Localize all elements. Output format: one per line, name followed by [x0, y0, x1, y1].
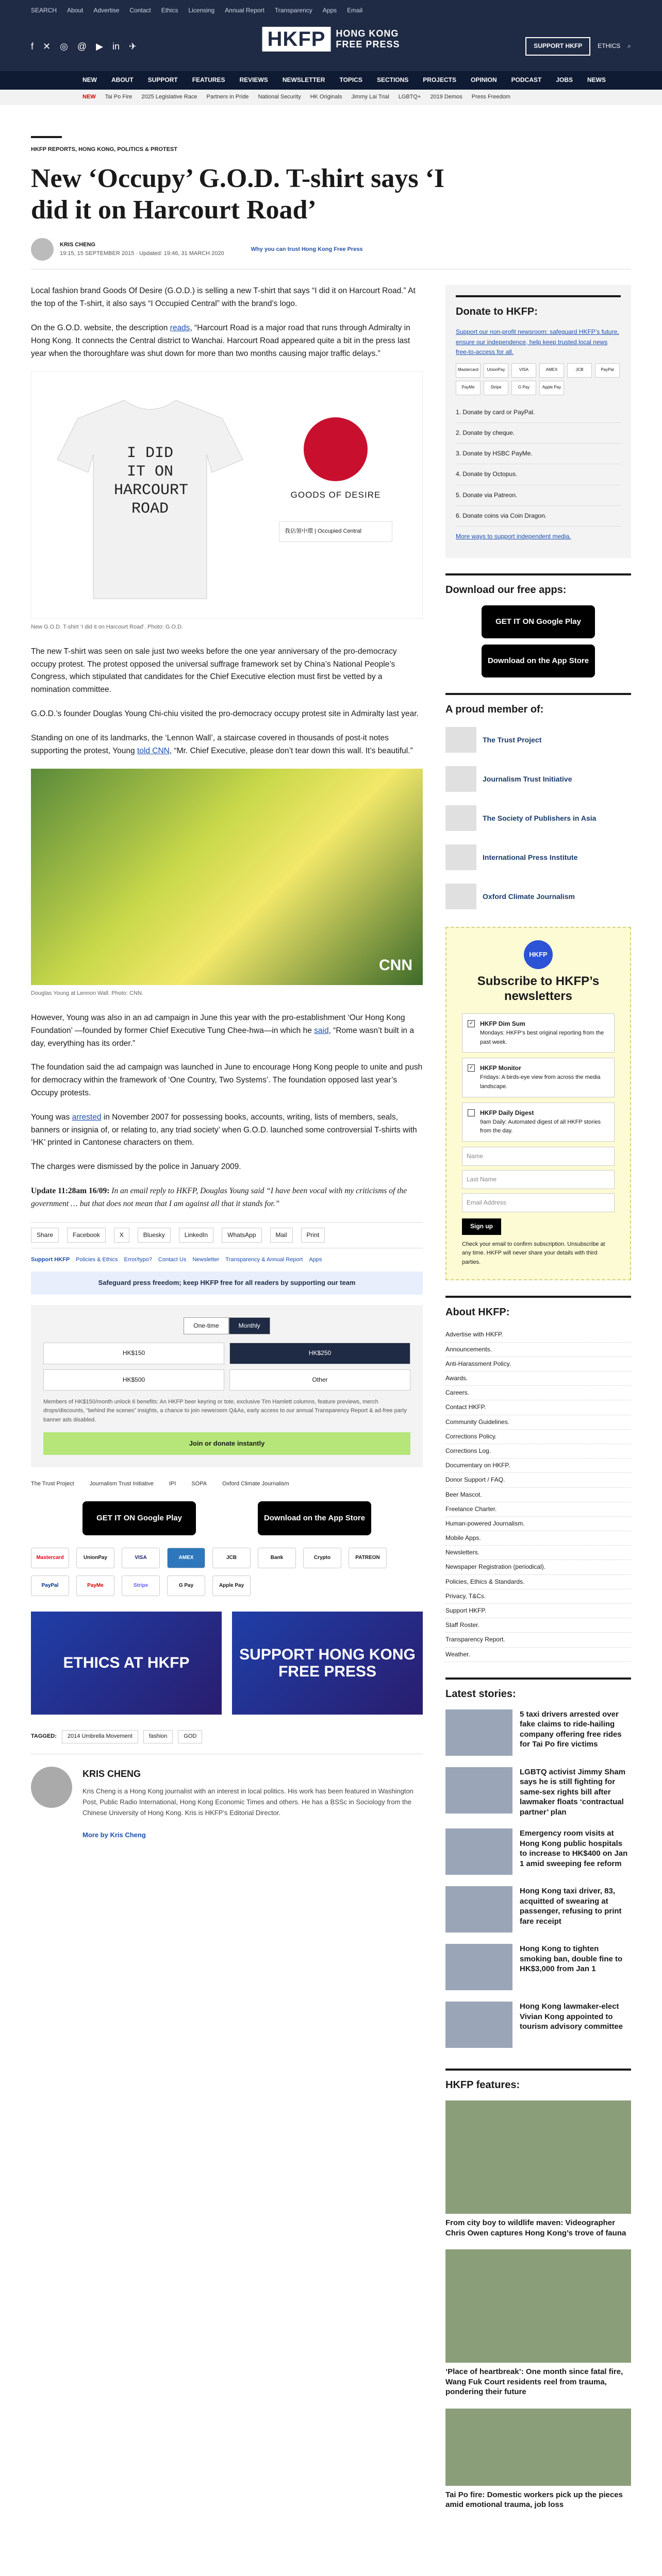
donate-method[interactable]: 5. Donate via Patreon.	[456, 485, 621, 506]
amount-options	[43, 1343, 410, 1390]
nav-topics[interactable]: TOPICS	[339, 76, 362, 84]
promo-banners	[31, 1612, 423, 1715]
author-name[interactable]: KRIS CHENG	[60, 241, 96, 248]
trending-bar	[0, 90, 662, 105]
logo-line-2: FREE PRESS	[336, 39, 400, 49]
app-store-button[interactable]: Download on the App Store	[258, 1501, 371, 1535]
about-link[interactable]: Corrections Log.	[445, 1444, 631, 1459]
badge-trust-project[interactable]: The Trust Project	[31, 1481, 74, 1487]
story-item[interactable]: Hong Kong lawmaker-elect Vivian Kong appointed to tourism advisory committee	[445, 2002, 631, 2048]
feature-item[interactable]: From city boy to wildlife maven: Videographer Chris Owen captures Hong Kong’s trove of fauna	[445, 2100, 631, 2238]
topbar-about[interactable]: About	[67, 7, 84, 14]
about-link[interactable]: Weather.	[445, 1648, 631, 1662]
email-field[interactable]: Email Address	[462, 1193, 615, 1212]
figure-tshirt	[31, 371, 423, 632]
trending-link[interactable]: Jimmy Lai Trial	[351, 94, 389, 100]
about-link[interactable]: Corrections Policy.	[445, 1430, 631, 1444]
trending-link[interactable]: National Security	[258, 94, 301, 100]
nav-new[interactable]: NEW	[82, 76, 97, 84]
patreon-icon[interactable]: PATREON	[349, 1548, 387, 1568]
payment-icons	[31, 1548, 423, 1596]
feature-image	[445, 2409, 631, 2486]
bank-icon[interactable]: Bank	[258, 1548, 296, 1568]
gpay-icon[interactable]: G Pay	[167, 1575, 205, 1596]
paragraph: Young was arrested in November 2007 for possessing books, accounts, writing, lists of members, seals, banners or insignia of, or relating to, any triad society’ when G.O.D. launched some controversial T-shirts with ‘HK’ printed in Cantonese characters on them.	[31, 1112, 417, 1147]
sidebar-heading: Latest stories:	[445, 1677, 631, 1702]
frequency-toggle	[43, 1317, 410, 1334]
paypal-icon[interactable]: PayPal	[31, 1575, 69, 1596]
tshirt-image	[31, 371, 423, 619]
member-item[interactable]: Journalism Trust Initiative	[445, 764, 631, 794]
author-box	[31, 1754, 423, 1852]
one-time-tab[interactable]: One-time	[184, 1317, 228, 1334]
donate-sidebox	[445, 285, 631, 558]
share-x[interactable]: X	[114, 1228, 129, 1243]
paragraph: The foundation said the ad campaign was launched in June to encourage Hong Kong people to unite and push for democracy within the framework of ‘One Country, Two Systems’. The foundation opposed last year’s Occupy protests.	[31, 1063, 423, 1098]
footer-link[interactable]: Policies & Ethics	[76, 1256, 118, 1263]
article-kicker[interactable]: HKFP REPORTS, HONG KONG, POLITICS & PROTEST	[31, 136, 62, 155]
about-link[interactable]: Freelance Charter.	[445, 1502, 631, 1517]
donate-text[interactable]: Support our non-profit newsroom: safeguard HKFP’s future, ensure our independence, help keep trusted local news free-to-access for all.	[456, 328, 619, 355]
newsletter-option[interactable]: ✓ HKFP Monitor Fridays: A birds-eye view from across the media landscape.	[462, 1058, 615, 1097]
mastercard-icon[interactable]: Mastercard	[31, 1548, 69, 1568]
newsletter-signup	[445, 927, 631, 1280]
header-ethics-link[interactable]: ETHICS	[598, 42, 621, 50]
membership-note: Members of HK$150/month unlock 6 benefits: An HKFP beer keyring or tote, exclusive Tim Hamlett columns, feature previews, merch drops/discounts, “behind the scenes” insights, a chance to join newsroom Q&As, early access to our annual Transparency Report & ad-free party banner ads disabled.	[43, 1398, 407, 1423]
amex-icon[interactable]: AMEX	[167, 1548, 205, 1568]
oxford-logo	[445, 884, 476, 909]
figure-caption: Douglas Young at Lennon Wall. Photo: CNN.	[31, 990, 143, 997]
paragraph: On the G.O.D. website, the description reads, “Harcourt Road is a major road that runs through Admiralty in Hong Kong. It connects the Central district to Wanchai. Harcourt Road appeared quite a bit in the press last year when the thoroughfare was shut down for more than two months causing major traffic delays.”	[31, 323, 410, 358]
about-link[interactable]: Privacy, T&Cs.	[445, 1589, 631, 1604]
about-link[interactable]: Donor Support / FAQ.	[445, 1473, 631, 1487]
trending-label: NEW	[82, 94, 96, 100]
about-link[interactable]: Transparency Report.	[445, 1633, 631, 1647]
unionpay-icon[interactable]: UnionPay	[484, 363, 508, 378]
newsletter-option[interactable]: HKFP Daily Digest 9am Daily: Automated digest of all HKFP stories from the day.	[462, 1103, 615, 1142]
paypal-icon[interactable]: PayPal	[595, 363, 620, 378]
story-thumbnail	[445, 1886, 512, 1933]
about-link[interactable]: Careers.	[445, 1386, 631, 1400]
story-thumbnail	[445, 1828, 512, 1875]
shirt-print-text: I DID IT ON HARCOURT ROAD	[114, 445, 189, 518]
trust-project-logo	[445, 727, 476, 753]
trending-link[interactable]: Partners in Pride	[206, 94, 249, 100]
share-bluesky[interactable]: Bluesky	[138, 1228, 171, 1243]
gpay-icon[interactable]: G Pay	[511, 381, 536, 395]
member-item[interactable]: The Society of Publishers in Asia	[445, 803, 631, 833]
tag-link[interactable]: GOD	[178, 1730, 202, 1743]
visa-icon[interactable]: VISA	[122, 1548, 160, 1568]
topbar-email[interactable]: Email	[347, 7, 363, 14]
about-link[interactable]: Beer Mascot.	[445, 1488, 631, 1502]
tag-link[interactable]: fashion	[143, 1730, 173, 1743]
byline	[31, 238, 631, 269]
member-item[interactable]: The Trust Project	[445, 725, 631, 755]
about-link[interactable]: Mobile Apps.	[445, 1531, 631, 1546]
story-thumbnail	[445, 1944, 512, 1990]
visa-icon[interactable]: VISA	[511, 363, 536, 378]
telegram-icon[interactable]: ✈	[128, 41, 137, 52]
trending-link[interactable]: 2025 Legislative Race	[141, 94, 197, 100]
topbar-contact[interactable]: Contact	[129, 7, 151, 14]
feature-item[interactable]: Tai Po fire: Domestic workers pick up the pieces amid emotional trauma, job loss	[445, 2409, 631, 2510]
newsletter-option[interactable]: ✓ HKFP Dim Sum Mondays: HKFP’s best original reporting from the past week.	[462, 1013, 615, 1053]
footer-link[interactable]: Support HKFP	[31, 1256, 70, 1263]
latest-stories	[445, 1709, 631, 2048]
inline-link[interactable]: reads	[170, 323, 190, 332]
newsletter-disclaimer: Check your email to confirm subscription. Unsubscribe at any time. HKFP will never share your details with third parties.	[462, 1241, 605, 1265]
inline-link[interactable]: arrested	[72, 1112, 102, 1122]
member-badges	[31, 1480, 423, 1489]
about-link[interactable]: Policies, Ethics & Standards.	[445, 1575, 631, 1589]
donate-method[interactable]: 3. Donate by HSBC PayMe.	[456, 444, 621, 464]
about-link[interactable]: Community Guidelines.	[445, 1415, 631, 1430]
author-box-name[interactable]: KRIS CHENG	[82, 1768, 141, 1779]
figure-caption: New G.O.D. T-shirt ‘I did it on Harcourt Road’. Photo: G.O.D.	[31, 624, 184, 631]
article-title: New ‘Occupy’ G.O.D. T-shirt says ‘I did it on Harcourt Road’	[31, 163, 445, 225]
nav-features[interactable]: FEATURES	[192, 76, 225, 84]
signup-button[interactable]: Sign up	[462, 1218, 501, 1234]
newsletter-title: Subscribe to HKFP’s newsletters	[477, 974, 600, 1003]
share-print[interactable]: Print	[301, 1228, 325, 1243]
update-note: Update 11:28am 16/09: In an email reply to HKFP, Douglas Young said “I have been vocal with my criticisms of the government … but that does not mean that I am against all that it stands for.”	[31, 1187, 407, 1208]
instagram-icon[interactable]: ◎	[60, 41, 68, 52]
ipi-logo	[445, 844, 476, 870]
ethics-banner[interactable]: ETHICS AT HKFP	[31, 1612, 222, 1715]
about-link[interactable]: Staff Roster.	[445, 1618, 631, 1633]
last-name-field[interactable]: Last Name	[462, 1170, 615, 1189]
badge-oxford[interactable]: Oxford Climate Journalism	[222, 1481, 289, 1487]
brand-name: GOODS OF DESIRE	[290, 490, 381, 500]
mastercard-icon[interactable]: Mastercard	[456, 363, 481, 378]
monthly-tab[interactable]: Monthly	[229, 1317, 270, 1334]
about-link[interactable]: Support HKFP.	[445, 1604, 631, 1618]
article-body	[31, 285, 423, 1852]
checkbox[interactable]: ✓	[468, 1020, 475, 1027]
lennon-wall-image	[31, 769, 423, 985]
story-item[interactable]: Emergency room visits at Hong Kong public hospitals to increase to HK$400 on Jan 1 amid sweeping fee reform	[445, 1828, 631, 1875]
story-item[interactable]: 5 taxi drivers arrested over fake claims to ride-hailing company offering free rides for Tai Po fire victims	[445, 1709, 631, 1756]
main-content	[31, 105, 631, 2510]
topbar-transparency[interactable]: Transparency	[274, 7, 312, 14]
amount-option[interactable]: Other	[229, 1369, 410, 1391]
paragraph: Local fashion brand Goods Of Desire (G.O.D.) is selling a new T-shirt that says “I did it on Harcourt Road.” At the top of the T-shirt, it also says “I Occupied Central” with the brand’s logo.	[31, 286, 416, 309]
about-link[interactable]: Contact HKFP.	[445, 1400, 631, 1415]
avatar	[31, 1767, 72, 1808]
nav-projects[interactable]: PROJECTS	[423, 76, 456, 84]
donate-methods	[456, 402, 621, 527]
search-icon[interactable]: ⌕	[627, 42, 631, 50]
sopa-logo	[445, 805, 476, 831]
article-footer-links	[31, 1256, 423, 1265]
inline-link[interactable]: said	[314, 1026, 329, 1035]
footer-link[interactable]: Apps	[309, 1256, 322, 1263]
member-item[interactable]: Oxford Climate Journalism	[445, 882, 631, 911]
avatar	[31, 238, 54, 261]
trust-link[interactable]: Why you can trust Hong Kong Free Press	[251, 246, 363, 252]
topbar-licensing[interactable]: Licensing	[188, 7, 215, 14]
tag-link[interactable]: 2014 Umbrella Movement	[62, 1730, 138, 1743]
nav-support[interactable]: SUPPORT	[147, 76, 178, 84]
footer-link[interactable]: Contact Us	[158, 1256, 187, 1263]
payme-icon[interactable]: PayMe	[76, 1575, 114, 1596]
topbar-advertise[interactable]: Advertise	[93, 7, 120, 14]
stripe-icon[interactable]: Stripe	[122, 1575, 160, 1596]
share-mail[interactable]: Mail	[270, 1228, 293, 1243]
sidebar-heading: Download our free apps:	[445, 573, 631, 598]
topbar-annual-report[interactable]: Annual Report	[225, 7, 264, 14]
about-link[interactable]: Advertise with HKFP.	[445, 1328, 631, 1342]
main-nav	[0, 71, 662, 90]
topbar-search[interactable]: SEARCH	[31, 7, 57, 14]
story-thumbnail	[445, 1709, 512, 1756]
trending-link[interactable]: Tai Po Fire	[105, 94, 133, 100]
sidebar-app-buttons	[445, 605, 631, 677]
cnn-watermark: CNN	[379, 957, 412, 974]
member-item[interactable]: International Press Institute	[445, 842, 631, 872]
more-ways-link[interactable]: More ways to support independent media.	[456, 533, 571, 540]
footer-link[interactable]: Newsletter	[192, 1256, 220, 1263]
feature-image	[445, 2100, 631, 2214]
inline-link[interactable]: told CNN	[137, 746, 170, 755]
checkbox[interactable]: ✓	[468, 1064, 475, 1072]
about-link[interactable]: Awards.	[445, 1371, 631, 1386]
author-bio: Kris Cheng is a Hong Kong journalist with an interest in local politics. His work has been featured in Washington Post, Public Radio International, Hong Kong Economic Times and others. He has a BSSc in Sociology from the Chinese University of Hong Kong. Kris is HKFP’s Editorial Director.	[82, 1787, 413, 1817]
tags-label: TAGGED:	[31, 1733, 57, 1739]
jti-logo	[445, 766, 476, 792]
sidebar	[445, 285, 631, 2510]
feature-stories	[445, 2100, 631, 2510]
about-link[interactable]: Newspaper Registration (periodical).	[445, 1560, 631, 1574]
amount-option[interactable]: HK$250	[229, 1343, 410, 1364]
facebook-icon[interactable]: f	[31, 41, 34, 52]
footer-link[interactable]: Error/typo?	[124, 1256, 152, 1263]
support-hkfp-button[interactable]: SUPPORT HKFP	[525, 37, 590, 55]
share-facebook[interactable]: Facebook	[67, 1228, 106, 1243]
amount-option[interactable]: HK$500	[43, 1369, 224, 1391]
more-by-author-link[interactable]: More by Kris Cheng	[82, 1831, 146, 1839]
site-logo[interactable]	[262, 27, 400, 52]
article-tags	[31, 1730, 423, 1743]
paragraph: The charges were dismissed by the police in January 2009.	[31, 1162, 241, 1172]
trending-link[interactable]: Press Freedom	[471, 94, 510, 100]
badge-sopa[interactable]: SOPA	[191, 1481, 207, 1487]
about-link[interactable]: Human-powered Journalism.	[445, 1517, 631, 1531]
jcb-icon[interactable]: JCB	[212, 1548, 251, 1568]
donate-method[interactable]: 1. Donate by card or PayPal.	[456, 402, 621, 423]
stripe-icon[interactable]: Stripe	[484, 381, 508, 395]
sidebar-heading: Donate to HKFP:	[456, 295, 621, 320]
about-link[interactable]: Documentary on HKFP.	[445, 1459, 631, 1473]
feature-item[interactable]: ‘Place of heartbreak’: One month since fatal fire, Wang Fuk Court residents reel from trauma, pondering their future	[445, 2249, 631, 2397]
donate-method[interactable]: 6. Donate coins via Coin Dragon.	[456, 506, 621, 527]
donate-method[interactable]: 2. Donate by cheque.	[456, 423, 621, 444]
about-link[interactable]: Announcements.	[445, 1343, 631, 1357]
share-whatsapp[interactable]: WhatsApp	[222, 1228, 261, 1243]
jcb-icon[interactable]: JCB	[567, 363, 592, 378]
about-link[interactable]: Newsletters.	[445, 1546, 631, 1560]
nav-reviews[interactable]: REVIEWS	[239, 76, 268, 84]
x-icon[interactable]: ✕	[43, 41, 51, 52]
site-header	[0, 22, 662, 71]
crypto-icon[interactable]: Crypto	[303, 1548, 341, 1568]
google-play-button[interactable]: GET IT ON Google Play	[82, 1501, 196, 1535]
applepay-icon[interactable]: Apple Pay	[212, 1575, 251, 1596]
applepay-icon[interactable]: Apple Pay	[539, 381, 564, 395]
logo-line-1: HONG KONG	[336, 28, 399, 39]
donate-method[interactable]: 4. Donate by Octopus.	[456, 464, 621, 485]
logo-mark: HKFP	[262, 27, 331, 52]
unionpay-icon[interactable]: UnionPay	[76, 1548, 114, 1568]
sidebar-heading: About HKFP:	[445, 1296, 631, 1320]
threads-icon[interactable]: @	[77, 41, 87, 52]
about-link[interactable]: Anti-Harassment Policy.	[445, 1357, 631, 1371]
nav-sections[interactable]: SECTIONS	[376, 76, 409, 84]
share-label: Share	[31, 1228, 59, 1243]
first-name-field[interactable]: Name	[462, 1147, 615, 1166]
paragraph: The new T-shirt was seen on sale just two weeks before the one year anniversary of the pro-democracy occupy protest. The protest opposed the universal suffrage framework set by China’s National People’s Congress, which stipulated that candidates for the Chief Executive election must first be vetted by a nomination committee.	[31, 647, 397, 694]
member-list	[445, 725, 631, 911]
join-donate-button[interactable]: Join or donate instantly	[43, 1432, 410, 1455]
nav-news[interactable]: NEWS	[587, 76, 606, 84]
share-linkedin[interactable]: LinkedIn	[179, 1228, 213, 1243]
topbar-apps[interactable]: Apps	[322, 7, 337, 14]
about-list	[445, 1328, 631, 1662]
sidebar-payment-icons	[456, 363, 621, 395]
nav-about[interactable]: ABOUT	[111, 76, 134, 84]
app-store-buttons	[31, 1501, 423, 1535]
trending-link[interactable]: 2019 Demos	[430, 94, 462, 100]
support-banner[interactable]: SUPPORT HONG KONG FREE PRESS	[232, 1612, 423, 1715]
story-item[interactable]: LGBTQ activist Jimmy Sham says he is still fighting for same-sex rights bill after lawmaker floats ‘contractual partner’ plan	[445, 1767, 631, 1818]
share-bar	[31, 1222, 423, 1248]
top-utility-bar	[0, 0, 662, 22]
trending-link[interactable]: LGBTQ+	[398, 94, 421, 100]
article-date: 19:15, 15 SEPTEMBER 2015 · Updated: 19:46, 31 MARCH 2020	[60, 250, 224, 257]
nav-podcast[interactable]: PODCAST	[511, 76, 542, 84]
checkbox[interactable]	[468, 1109, 475, 1116]
linkedin-icon[interactable]: in	[112, 41, 120, 52]
newsletter-badge: HKFP	[524, 940, 553, 969]
topbar-ethics[interactable]: Ethics	[161, 7, 178, 14]
story-thumbnail	[445, 1767, 512, 1814]
story-item[interactable]: Hong Kong to tighten smoking ban, double fine to HK$3,000 from Jan 1	[445, 1944, 631, 1990]
paragraph: Standing on one of its landmarks, the ‘Lennon Wall’, a staircase covered in thousands of post-it notes supporting the protest, Young told CNN, “Mr. Chief Executive, please don’t tear down this wall. It’s beautiful.”	[31, 733, 413, 755]
badge-jti[interactable]: Journalism Trust Initiative	[89, 1481, 154, 1487]
tag-label: 我佔領中環 | Occupied Central	[279, 521, 392, 542]
sidebar-heading: HKFP features:	[445, 2069, 631, 2093]
story-thumbnail	[445, 2002, 512, 2048]
amex-icon[interactable]: AMEX	[539, 363, 564, 378]
amount-option[interactable]: HK$150	[43, 1343, 224, 1364]
donate-banner[interactable]: Safeguard press freedom; keep HKFP free for all readers by supporting our team	[31, 1272, 423, 1295]
payme-icon[interactable]: PayMe	[456, 381, 481, 395]
footer-link[interactable]: Transparency & Annual Report	[225, 1256, 303, 1263]
paragraph: G.O.D.’s founder Douglas Young Chi-chiu visited the pro-democracy occupy protest site in Admiralty last year.	[31, 709, 419, 719]
app-store-button[interactable]: Download on the App Store	[482, 645, 595, 677]
figure-lennon-wall	[31, 769, 423, 998]
nav-jobs[interactable]: JOBS	[556, 76, 573, 84]
badge-ipi[interactable]: IPI	[169, 1481, 176, 1487]
youtube-icon[interactable]: ▶	[96, 41, 103, 52]
nav-newsletter[interactable]: NEWSLETTER	[282, 76, 325, 84]
donate-widget	[31, 1305, 423, 1467]
google-play-button[interactable]: GET IT ON Google Play	[482, 605, 595, 638]
sidebar-heading: A proud member of:	[445, 693, 631, 718]
feature-image	[445, 2249, 631, 2363]
trending-link[interactable]: HK Originals	[310, 94, 342, 100]
nav-opinion[interactable]: OPINION	[470, 76, 497, 84]
social-icons	[31, 39, 137, 54]
paragraph: However, Young was also in an ad campaign in June this year with the pro-establishment ‘Our Hong Kong Foundation’ —founded by former Chief Executive Tung Chee-hwa—in which he said, “Rome wasn’t built in a day, everything has its order.”	[31, 1013, 414, 1048]
story-item[interactable]: Hong Kong taxi driver, 83, acquitted of swearing at passenger, refusing to print fare receipt	[445, 1886, 631, 1933]
